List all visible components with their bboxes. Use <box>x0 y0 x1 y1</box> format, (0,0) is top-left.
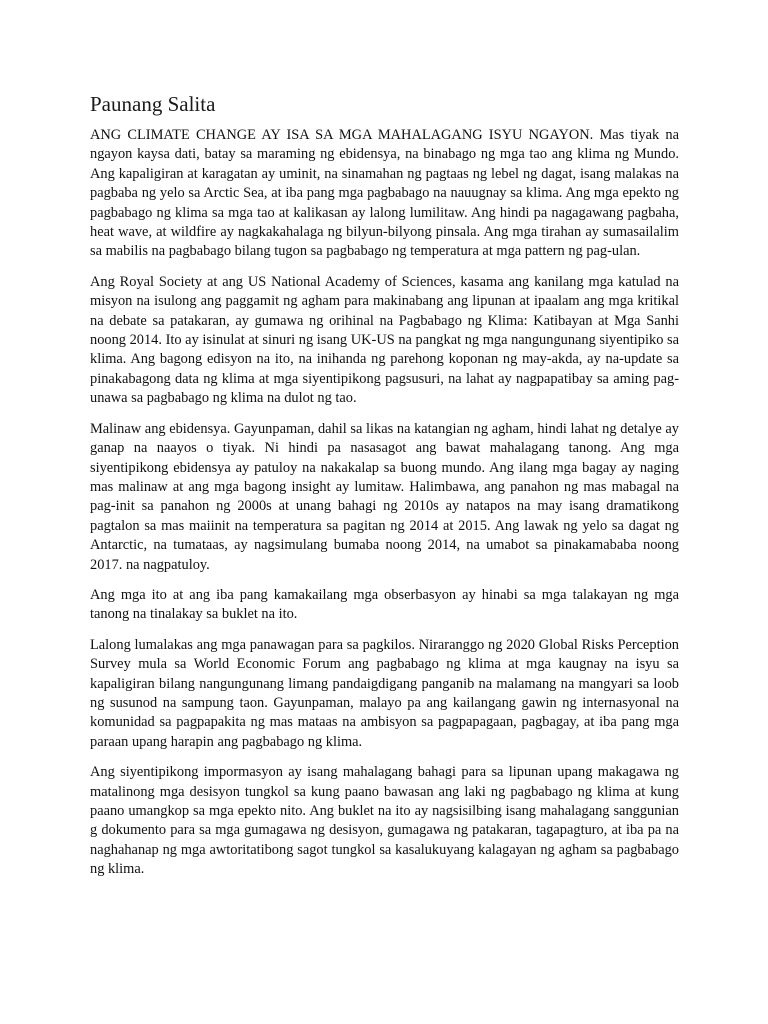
paragraph-1: ANG CLIMATE CHANGE AY ISA SA MGA MAHALAGANG ISYU NGAYON. Mas tiyak na ngayon kaysa dati, batay sa maraming ng ebidensya, na binabago ng mga tao ang klima ng Mundo. Ang kapaligiran at karagatan ay uminit, na sinamahan ng pagtaas ng lebel ng dagat, isang malakas na pagbaba ng yelo sa Arctic Sea, at iba pang mga pagbabago na nauugnay sa klima. Ang mga epekto ng pagbabago ng klima sa mga tao at kalikasan ay lalong lumilitaw. Ang hindi pa nagagawang pagbaha, heat wave, at wildfire ay nagkakahalaga ng bilyun-bilyong pinsala. Ang mga tirahan ay sumasailalim sa mabilis na pagbabago bilang tugon sa pagbabago ng temperatura at mga pattern ng pag-ulan. <box>90 127 679 260</box>
paragraph-5: Lalong lumalakas ang mga panawagan para sa pagkilos. Niraranggo ng 2020 Global Risks Perception Survey mula sa World Economic Forum ang pagbabago ng klima at mga kaugnay na isyu sa kapaligiran bilang nangungunang limang pandaigdigang panganib na malamang na mangyari sa loob ng susunod na sampung taon. Gayunpaman, malayo pa ang kailangang gawin ng internasyonal na komunidad sa pagpapakita ng mas mataas na ambisyon sa pagpapagaan, pagbagay, at iba pang mga paraan upang harapin ang pagbabago ng klima. <box>90 636 679 750</box>
document-title: Paunang Salita <box>90 92 216 116</box>
paragraph-4: Ang mga ito at ang iba pang kamakailang mga obserbasyon ay hinabi sa mga talakayan ng mga tanong na tinalakay sa buklet na ito. <box>90 586 679 623</box>
paragraph-2: Ang Royal Society at ang US National Academy of Sciences, kasama ang kanilang mga katulad na misyon na isulong ang paggamit ng agham para makinabang ang lipunan at ipaalam ang mga kritikal na debate sa patakaran, ay gumawa ng orihinal na Pagbabago ng Klima: Katibayan at Mga Sanhi noong 2014. Ito ay isinulat at sinuri ng isang UK-US na pangkat ng mga nangungunang siyentipiko sa klima. Ang bagong edisyon na ito, na inihanda ng parehong koponan ng may-akda, ay na-update sa pinakabagong data ng klima at mga siyentipikong pagsusuri, na lahat ay nagpapatibay sa aming pag-unawa sa pagbabago ng klima na dulot ng tao. <box>90 273 679 407</box>
paragraph-6: Ang siyentipikong impormasyon ay isang mahalagang bahagi para sa lipunan upang makagawa ng matalinong mga desisyon tungkol sa kung paano bawasan ang laki ng pagbabago ng klima at kung paano umangkop sa mga epekto nito. Ang buklet na ito ay nagsisilbing isang mahalagang sanggunian g dokumento para sa mga gumagawa ng desisyon, gumagawa ng patakaran, tagapagturo, at iba pa na naghahanap ng mga awtoritatibong sagot tungkol sa kasalukuyang kalagayan ng agham sa pagbabago ng klima. <box>90 764 679 878</box>
document-body <box>90 90 679 891</box>
paragraph-3: Malinaw ang ebidensya. Gayunpaman, dahil sa likas na katangian ng agham, hindi lahat ng detalye ay ganap na naayos o tiyak. Ni hindi pa nasasagot ang bawat mahalagang tanong. Ang mga siyentipikong ebidensya ay patuloy na nakakalap sa buong mundo. Ang ilang mga bagay ay naging mas malinaw at ang mga bagong insight ay lumitaw. Halimbawa, ang panahon ng mas mabagal na pag-init sa panahon ng 2000s at unang bahagi ng 2010s ay natapos na may isang dramatikong pagtalon sa mas maiinit na temperatura sa pagitan ng 2014 at 2015. Ang lawak ng yelo sa dagat ng Antarctic, na tumataas, ay nagsimulang bumaba noong 2014, na umabot sa pinakamababa noong 2017. na nagpatuloy. <box>90 420 679 573</box>
